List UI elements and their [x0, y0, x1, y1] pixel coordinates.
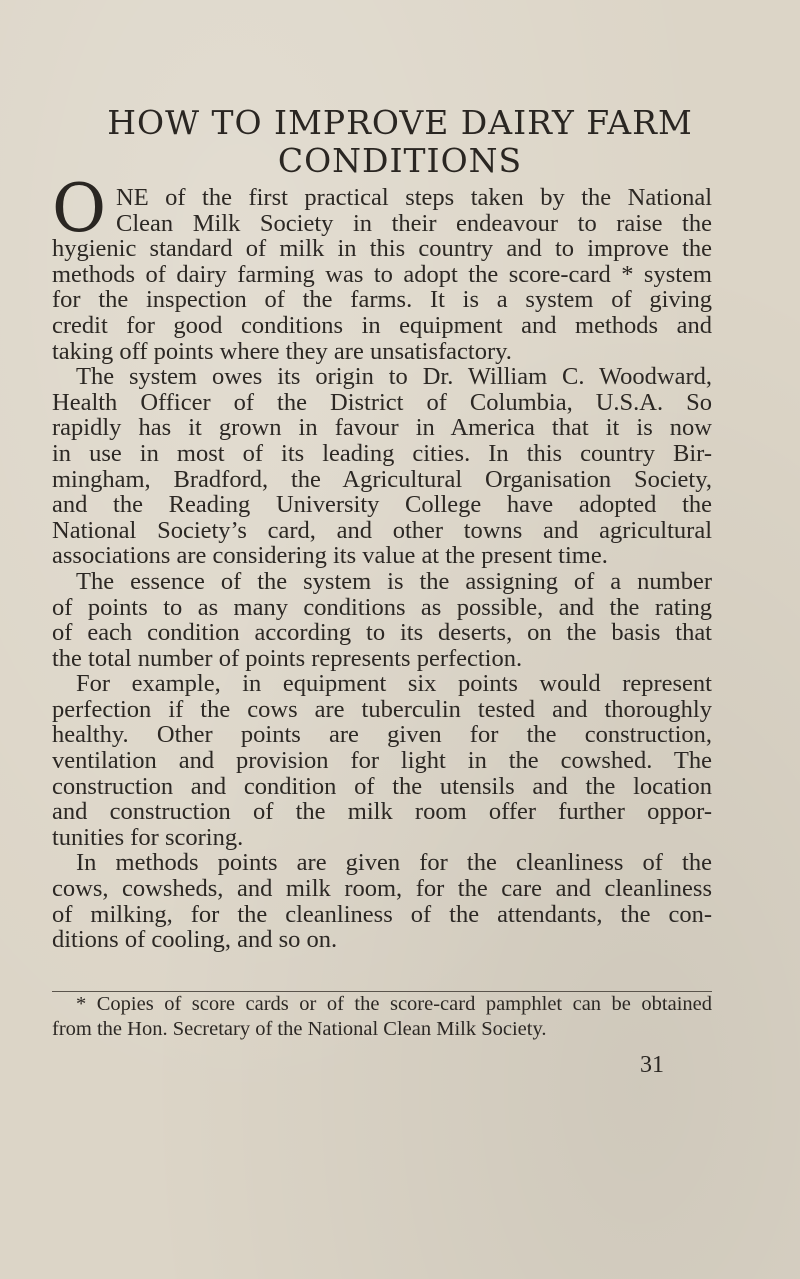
text-line: methods of dairy farming was to adopt the score-card * system — [52, 260, 712, 288]
text-line: tunities for scoring. — [52, 823, 244, 851]
text-line: hygienic standard of milk in this country and to improve the — [52, 235, 712, 263]
text-line: Clean Milk Society in their endeavour to raise the — [116, 209, 712, 237]
body-text — [52, 170, 712, 954]
text-line: ditions of cooling, and so on. — [52, 926, 338, 954]
chapter-title-line-1: HOW TO IMPROVE DAIRY FARM — [107, 103, 693, 142]
text-line: mingham, Bradford, the Agricultural Organisation Society, — [52, 465, 712, 493]
text-line: National Society’s card, and other towns and agricultural — [52, 516, 712, 544]
text-line: For example, in equipment six points would represent — [76, 670, 712, 698]
text-line: and construction of the milk room offer further oppor- — [52, 798, 712, 826]
text-line: NE of the first practical steps taken by the National — [116, 184, 712, 211]
text-line: of each condition according to its deserts, on the basis that — [52, 619, 712, 647]
page-number: 31 — [640, 1052, 664, 1078]
text-line: for the inspection of the farms. It is a system of giving — [52, 286, 712, 314]
text-line: ventilation and provision for light in the cowshed. The — [52, 747, 712, 775]
text-line: The system owes its origin to Dr. William C. Woodward, — [76, 363, 712, 391]
text-line: of points to as many conditions as possible, and the rating — [52, 593, 712, 621]
drop-cap: O — [52, 170, 107, 247]
text-line: the total number of points represents perfection. — [52, 644, 523, 672]
text-line: of milking, for the cleanliness of the attendants, the con- — [52, 900, 712, 928]
text-line: taking off points where they are unsatisfactory. — [52, 337, 512, 365]
text-line: and the Reading University College have adopted the — [52, 491, 712, 519]
footnote — [52, 992, 712, 1042]
text-line: healthy. Other points are given for the construction, — [52, 721, 712, 749]
footnote-line: from the Hon. Secretary of the National Clean Milk Society. — [52, 1018, 547, 1040]
chapter-title-line-2: CONDITIONS — [277, 141, 523, 180]
text-line: rapidly has it grown in favour in America that it is now — [52, 414, 712, 442]
text-line: The essence of the system is the assigning of a number — [76, 567, 712, 595]
text-line: cows, cowsheds, and milk room, for the care and cleanliness — [52, 875, 712, 903]
text-line: credit for good conditions in equipment and methods and — [52, 311, 712, 339]
text-line: In methods points are given for the cleanliness of the — [76, 849, 712, 877]
text-line: perfection if the cows are tuberculin tested and thoroughly — [52, 695, 712, 723]
text-line: Health Officer of the District of Columbia, U.S.A. So — [52, 388, 712, 416]
footnote-line: * Copies of score cards or of the score-card pamphlet can be obtained — [76, 993, 712, 1015]
text-line: in use in most of its leading cities. In this country Bir- — [52, 439, 712, 467]
text-line: construction and condition of the utensils and the location — [52, 772, 712, 800]
text-line: associations are considering its value at the present time. — [52, 542, 608, 570]
